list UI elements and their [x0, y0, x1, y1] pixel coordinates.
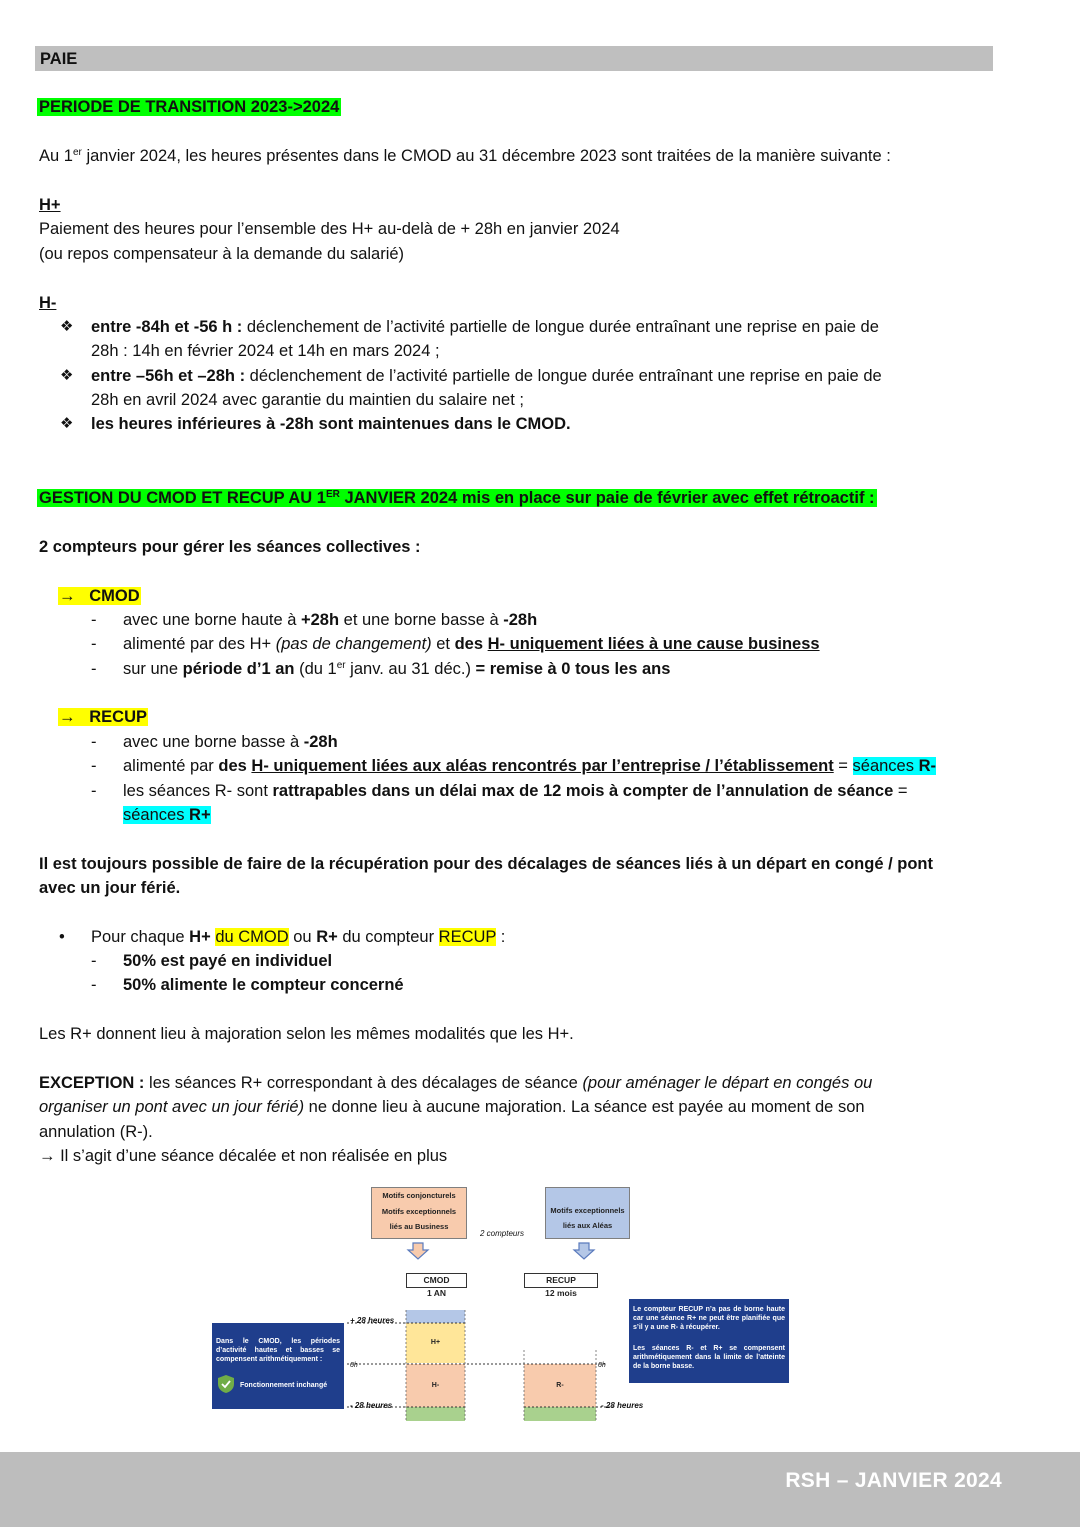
hplus-line-2: (ou repos compensateur à la demande du salarié)	[39, 245, 405, 263]
dash-bullet: -	[91, 611, 97, 629]
diamond-bullet-icon: ❖	[60, 415, 74, 432]
cmod-duration: 1 AN	[426, 1288, 447, 1298]
hminus-item-2: entre –56h et –28h : déclenchement de l’activité partielle de longue durée entraînant une reprise en paie de	[91, 367, 882, 385]
dash-bullet: -	[91, 757, 97, 775]
recup-duration: 12 mois	[545, 1288, 577, 1298]
recup-item-3-cont: séances R+	[123, 806, 211, 824]
recup-info-panel: Le compteur RECUP n’a pas de borne haute car une séance R+ ne peut être planifiée que s’il y a une R- à récupérer. Les séances R- et R+ se compensent arithmétiquement dans la limite de l’atteinte de la borne basse.	[629, 1299, 789, 1383]
two-counters-label: 2 compteurs	[480, 1229, 525, 1238]
business-motifs-box: Motifs conjoncturels Motifs exceptionnels liés au Business	[371, 1187, 467, 1239]
arrow-right-icon: →	[59, 587, 76, 605]
cmod-item-3: sur une période d’1 an (du 1er janv. au 31 déc.) = remise à 0 tous les ans	[123, 660, 671, 678]
recup-heading: → RECUP	[59, 708, 148, 726]
down-arrow-icon	[406, 1242, 430, 1260]
cmod-info-panel: Dans le CMOD, les périodes d’activité hautes et basses se compensent arithmétiquement : Fonctionnement inchangé	[212, 1323, 344, 1409]
dash-bullet: -	[91, 733, 97, 751]
compteurs-intro: 2 compteurs pour gérer les séances collectives :	[39, 538, 421, 556]
lower-bound-label-left: - 28 heures	[350, 1401, 393, 1410]
exception-line-1: EXCEPTION : les séances R+ correspondant à des décalages de séance (pour aménager le départ en congés ou	[39, 1074, 873, 1092]
hminus-item-2-cont: 28h en avril 2024 avec garantie du maintien du salaire net ;	[91, 391, 524, 409]
hminus-item-1: entre -84h et -56 h : déclenchement de l’activité partielle de longue durée entraînant une reprise en paie de	[91, 318, 879, 336]
section-title: PAIE	[40, 50, 78, 68]
transition-intro: Au 1er janvier 2024, les heures présentes dans le CMOD au 31 décembre 2023 sont traitées de la manière suivante :	[39, 147, 891, 165]
upper-bound-label: + 28 heures	[350, 1316, 395, 1325]
recup-counter-title: RECUP	[524, 1273, 598, 1288]
footer-text: RSH – JANVIER 2024	[785, 1469, 1002, 1492]
exception-line-3: annulation (R-).	[39, 1123, 153, 1141]
recup-item-1: avec une borne basse à -28h	[123, 733, 338, 751]
down-arrow-icon	[572, 1242, 596, 1260]
cmod-item-1: avec une borne haute à +28h et une borne basse à -28h	[123, 611, 538, 629]
dash-bullet: -	[91, 952, 97, 970]
zero-label-right: 0h	[598, 1362, 606, 1369]
hminus-item-3: les heures inférieures à -28h sont maintenues dans le CMOD.	[91, 415, 571, 433]
majoration-text: Les R+ donnent lieu à majoration selon les mêmes modalités que les H+.	[39, 1025, 574, 1043]
pour-chaque: Pour chaque H+ du CMOD ou R+ du compteur RECUP :	[91, 928, 506, 946]
diamond-bullet-icon: ❖	[60, 367, 74, 384]
zero-label-left: 0h	[350, 1362, 358, 1369]
hminus-item-1-cont: 28h : 14h en février 2024 et 14h en mars 2024 ;	[91, 342, 440, 360]
hplus-label: H+	[39, 196, 61, 214]
split-item-1: 50% est payé en individuel	[123, 952, 333, 970]
transition-title: PERIODE DE TRANSITION 2023->2024	[39, 98, 340, 116]
exception-line-4: → Il s’agit d’une séance décalée et non réalisée en plus	[39, 1147, 448, 1165]
gestion-title: GESTION DU CMOD ET RECUP AU 1ER JANVIER 2024 mis en place sur paie de février avec effet rétroactif :	[39, 489, 875, 507]
split-item-2: 50% alimente le compteur concerné	[123, 976, 404, 994]
dash-bullet: -	[91, 782, 97, 800]
hminus-label: H-	[39, 294, 57, 312]
section-header-bar	[35, 46, 993, 71]
hplus-line-1: Paiement des heures pour l’ensemble des H+ au-delà de + 28h en janvier 2024	[39, 220, 620, 238]
recup-rminus-segment: R-	[524, 1364, 596, 1407]
arrow-right-icon: →	[39, 1147, 56, 1165]
cmod-heading: → CMOD	[59, 587, 140, 605]
page-footer	[0, 1452, 1080, 1527]
cmod-hplus-segment: H+	[406, 1323, 465, 1363]
aleas-motifs-box: Motifs exceptionnels liés aux Aléas	[545, 1187, 630, 1239]
toujours-line-2: avec un jour férié.	[39, 879, 181, 897]
cmod-hminus-segment: H-	[406, 1364, 465, 1407]
dash-bullet: -	[91, 660, 97, 678]
recup-item-2: alimenté par des H- uniquement liées aux aléas rencontrés par l’entreprise / l’établissement = séances R-	[123, 757, 936, 775]
arrow-right-icon: →	[59, 708, 76, 726]
cmod-item-2: alimenté par des H+ (pas de changement) et des H- uniquement liées à une cause business	[123, 635, 820, 653]
cmod-counter-title: CMOD	[406, 1273, 467, 1288]
round-bullet-icon: •	[59, 928, 65, 946]
dash-bullet: -	[91, 635, 97, 653]
diamond-bullet-icon: ❖	[60, 318, 74, 335]
recup-item-3: les séances R- sont rattrapables dans un délai max de 12 mois à compter de l’annulation de séance =	[123, 782, 908, 800]
dash-bullet: -	[91, 976, 97, 994]
toujours-line-1: Il est toujours possible de faire de la récupération pour des décalages de séances liés à un départ en congé / pont	[39, 855, 934, 873]
exception-line-2: organiser un pont avec un jour férié) ne donne lieu à aucune majoration. La séance est payée au moment de son	[39, 1098, 865, 1116]
lower-bound-label-right: - 28 heures	[601, 1401, 644, 1410]
shield-check-icon	[217, 1374, 235, 1394]
